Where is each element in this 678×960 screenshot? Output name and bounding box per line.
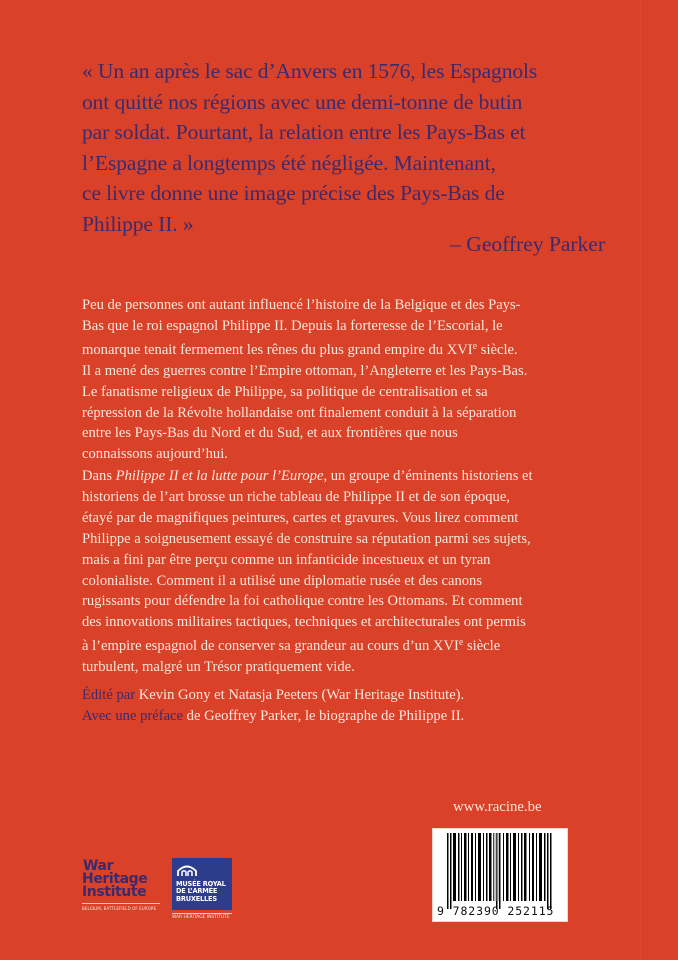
- text-line: [82, 633, 642, 657]
- text-segment: Dans: [82, 468, 116, 484]
- museum-subtitle: WAR HERITAGE INSTITUTE: [172, 913, 232, 920]
- quote-line: ce livre donne une image précise des Pays-Bas de: [82, 181, 505, 205]
- museum-name-line: MUSÉE ROYAL: [176, 880, 226, 888]
- editors-line: [82, 685, 642, 706]
- isbn-barcode: [432, 828, 568, 922]
- text-line: [82, 337, 642, 361]
- logo-word: Institute: [82, 884, 147, 900]
- text-line: Philippe a soigneusement essayé de construire sa réputation parmi ses sujets,: [82, 530, 531, 547]
- logo-word: War: [83, 858, 114, 874]
- logo-tagline: BELGIUM, BATTLEFIELD OF EUROPE: [82, 903, 160, 911]
- credits: [82, 685, 642, 727]
- text-line: colonialiste. Comment il a utilisé une diplomatie rusée et des canons: [82, 572, 483, 589]
- text-line: mais a fini par être perçu comme un infanticide incestueux et un tyran: [82, 551, 491, 568]
- superscript: e: [472, 340, 478, 352]
- text-line: Le fanatisme religieux de Philippe, sa politique de centralisation et sa: [82, 383, 488, 400]
- text-segment: à l’empire espagnol de conserver sa grandeur au cours d’un XVI: [82, 638, 459, 655]
- text-line: Bas que le roi espagnol Philippe II. Depuis la forteresse de l’Escorial, le: [82, 317, 503, 334]
- quote-line: Philippe II. »: [82, 211, 194, 236]
- text-line: Peu de personnes ont autant influencé l’histoire de la Belgique et des Pays-: [82, 297, 521, 313]
- quote-line: ont quitté nos régions avec une demi-tonne de butin: [82, 89, 523, 114]
- text-line: historiens de l’art brosse un riche tableau de Philippe II et de son époque,: [82, 488, 510, 505]
- text-line: entre les Pays-Bas du Nord et du Sud, et aux frontières que nous: [82, 425, 458, 442]
- publisher-website: www.racine.be: [453, 799, 542, 815]
- dome-arches-icon: [177, 863, 197, 877]
- quote-attribution: – Geoffrey Parker: [450, 232, 605, 256]
- musee-royal-armee-logo: [172, 858, 232, 922]
- text-segment: siècle.: [477, 341, 518, 358]
- text-line: répression de la Révolte hollandaise ont finalement conduit à la séparation: [82, 404, 517, 421]
- preface-label: Avec une préface: [82, 707, 184, 724]
- war-heritage-institute-logo: [82, 860, 160, 928]
- quote-line: « Un an après le sac d’Anvers en 1576, les Espagnols: [82, 59, 538, 83]
- museum-name-line: BRUXELLES: [176, 894, 217, 903]
- text-segment: monarque tenait fermement les rênes du plus grand empire du XVI: [82, 341, 473, 358]
- preface-line: [82, 706, 642, 727]
- text-line: turbulent, malgré un Trésor pratiquement vide.: [82, 659, 355, 676]
- logo-box: [172, 858, 232, 910]
- blurb-paragraph-2: [82, 466, 642, 678]
- logo-word: Heritage: [82, 871, 148, 887]
- pull-quote: [82, 56, 622, 239]
- editors-names: Kevin Gony et Natasja Peeters (War Heritage Institute).: [135, 687, 465, 703]
- text-line: rugissants pour défendre la foi catholique contre les Ottomans. Et comment: [82, 593, 523, 610]
- blurb-paragraph-1: [82, 295, 642, 465]
- edited-by-label: Édité par: [82, 687, 136, 703]
- isbn-number: 9 782390 252115: [437, 904, 555, 918]
- quote-line: par soldat. Pourtant, la relation entre les Pays-Bas et: [82, 120, 526, 144]
- text-segment: , un groupe d’éminents historiens et: [323, 468, 533, 484]
- book-title: Philippe II et la lutte pour l’Europe: [115, 468, 324, 484]
- text-line: des innovations militaires tactiques, techniques et architecturales ont permis: [82, 614, 526, 631]
- superscript: e: [458, 637, 464, 649]
- text-line: [82, 466, 642, 487]
- text-line: Il a mené des guerres contre l’Empire ottoman, l’Angleterre et les Pays-Bas.: [82, 362, 528, 379]
- museum-name-line: DE L’ARMÉE: [176, 887, 218, 896]
- text-line: étayé par de magnifiques peintures, cartes et gravures. Vous lirez comment: [82, 509, 519, 526]
- text-segment: siècle: [463, 638, 501, 655]
- quote-line: l’Espagne a longtemps été négligée. Maintenant,: [82, 150, 496, 175]
- museum-name: [176, 881, 226, 903]
- preface-text: de Geoffrey Parker, le biographe de Philippe II.: [183, 707, 465, 724]
- text-line: connaissons aujourd’hui.: [82, 446, 228, 463]
